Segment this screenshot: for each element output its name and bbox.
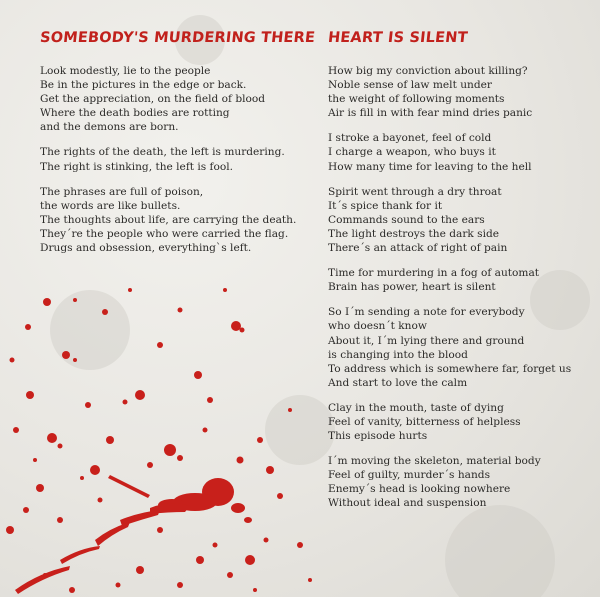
lyric-line: Look modestly, lie to the people — [40, 65, 211, 77]
lyric-line: Be in the pictures in the edge or back. — [40, 79, 247, 92]
lyric-line: Spirit went through a dry throat — [328, 185, 502, 198]
lyric-line: the weight of following moments — [328, 93, 505, 106]
lyric-line: How big my conviction about killing? — [328, 65, 528, 77]
stanza — [40, 64, 310, 134]
lyric-line: The light destroys the dark side — [328, 227, 500, 240]
lyric-line: How many time for leaving to the hell — [328, 160, 532, 173]
lyric-line: The right is stinking, the left is fool. — [40, 160, 233, 173]
lyric-line: This episode hurts — [328, 430, 428, 443]
song-title-somebodys-murdering-there: SOMEBODY'S MURDERING THERE — [39, 30, 316, 46]
lyric-line: the words are like bullets. — [40, 199, 181, 212]
stanza — [40, 145, 310, 173]
lyric-line: Without ideal and suspension — [328, 497, 487, 510]
stanza — [328, 305, 590, 390]
lyric-line: and the demons are born. — [40, 121, 179, 134]
lyric-line: There´s an attack of right of pain — [328, 242, 508, 255]
lyric-line: Noble sense of law melt under — [328, 79, 492, 92]
lyric-line: Air is fill in with fear mind dries panic — [328, 107, 533, 120]
stanza — [40, 185, 310, 255]
stanza — [328, 454, 590, 510]
lyric-line: Time for murdering in a fog of automat — [328, 267, 540, 280]
stanza — [328, 266, 590, 294]
stanza — [328, 185, 590, 255]
lyric-line: Brain has power, heart is silent — [328, 281, 496, 294]
stanza — [328, 401, 590, 443]
lyric-line: I´m moving the skeleton, material body — [328, 455, 541, 468]
lyric-line: Commands sound to the ears — [328, 213, 485, 226]
lyric-line: Where the death bodies are rotting — [40, 107, 230, 120]
stanza — [328, 131, 590, 173]
lyric-line: About it, I´m lying there and ground — [328, 334, 525, 347]
lyric-line: So I´m sending a note for everybody — [328, 306, 525, 319]
lyric-line: It´s spice thank for it — [328, 199, 443, 212]
lyric-line: The rights of the death, the left is murdering. — [40, 146, 285, 159]
lyric-line: Feel of vanity, bitterness of helpless — [328, 415, 521, 428]
lyric-line: The thoughts about life, are carrying the death. — [40, 213, 297, 226]
lyric-line: They´re the people who were carried the flag. — [40, 227, 289, 240]
lyric-line: Get the appreciation, on the field of blood — [40, 93, 266, 106]
lyric-line: Enemy´s head is looking nowhere — [328, 483, 511, 496]
lyric-line: who doesn´t know — [328, 320, 427, 333]
lyric-line: The phrases are full of poison, — [40, 185, 204, 198]
lyric-line: Drugs and obsession, everything`s left. — [40, 242, 252, 255]
lyric-line: is changing into the blood — [328, 348, 468, 361]
stanza — [328, 64, 590, 120]
lyric-line: Feel of guilty, murder´s hands — [328, 469, 491, 482]
lyric-line: I charge a weapon, who buys it — [328, 146, 496, 159]
lyric-line: I stroke a bayonet, feel of cold — [328, 132, 492, 145]
lyric-line: Clay in the mouth, taste of dying — [328, 401, 504, 414]
song-column-right — [328, 30, 590, 522]
lyric-line: To address which is somewhere far, forget us — [328, 362, 572, 375]
lyric-line: And start to love the calm — [328, 376, 468, 389]
song-column-left — [39, 30, 316, 266]
song-title-heart-is-silent: HEART IS SILENT — [327, 30, 469, 46]
